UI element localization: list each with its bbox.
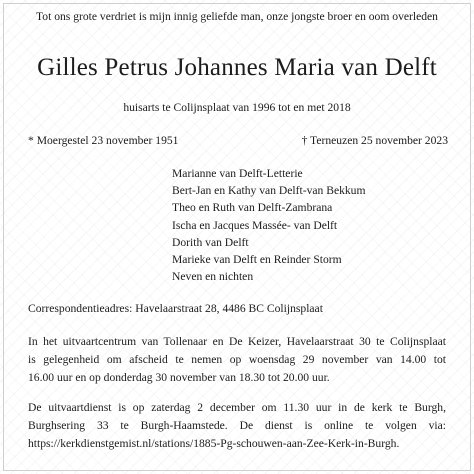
paragraph-line: In het uitvaartcentrum van Tollenaar en De Keizer, Havelaarstraat 30 te Colijnsplaat bbox=[28, 335, 446, 348]
family-member: Ischa en Jacques Massée- van Delft bbox=[172, 218, 338, 232]
family-member: Neven en nichten bbox=[172, 270, 254, 284]
paragraph-line: De uitvaartdienst is op zaterdag 2 december om 11.30 uur in de kerk te Burgh, bbox=[28, 401, 446, 414]
paragraph-line: is gelegenheid om afscheid te nemen op woensdag 29 november van 14.00 tot bbox=[28, 353, 446, 366]
correspondence-address: Correspondentieadres: Havelaarstraat 28, 4486 BC Colijnsplaat bbox=[28, 302, 323, 315]
paragraph-line: Burghsering 33 te Burgh-Haamstede. De dienst is online te volgen via: bbox=[28, 419, 446, 432]
viewing-paragraph bbox=[28, 333, 446, 387]
livestream-url: https://kerkdienstgemist.nl/stations/1885-Pg-schouwen-aan-Zee-Kerk-in-Burgh. bbox=[28, 437, 400, 450]
occupation-line: huisarts te Colijnsplaat van 1996 tot en met 2018 bbox=[123, 101, 351, 114]
family-member: Dorith van Delft bbox=[172, 235, 249, 249]
family-member: Marianne van Delft-Letterie bbox=[172, 167, 303, 180]
deceased-name: Gilles Petrus Johannes Maria van Delft bbox=[37, 54, 437, 81]
family-list bbox=[172, 165, 366, 285]
service-paragraph bbox=[28, 399, 446, 453]
paragraph-line: 16.00 uur en op donderdag 30 november van 18.30 tot 20.00 uur. bbox=[28, 371, 330, 384]
family-member: Theo en Ruth van Delft-Zambrana bbox=[172, 201, 333, 215]
birth-date: * Moergestel 23 november 1951 bbox=[28, 134, 179, 147]
family-member: Marieke van Delft en Reinder Storm bbox=[172, 252, 342, 266]
intro-text: Tot ons grote verdriet is mijn innig geliefde man, onze jongste broer en oom overleden bbox=[36, 10, 438, 23]
death-date: † Terneuzen 25 november 2023 bbox=[301, 134, 448, 147]
family-member: Bert-Jan en Kathy van Delft-van Bekkum bbox=[172, 184, 366, 198]
